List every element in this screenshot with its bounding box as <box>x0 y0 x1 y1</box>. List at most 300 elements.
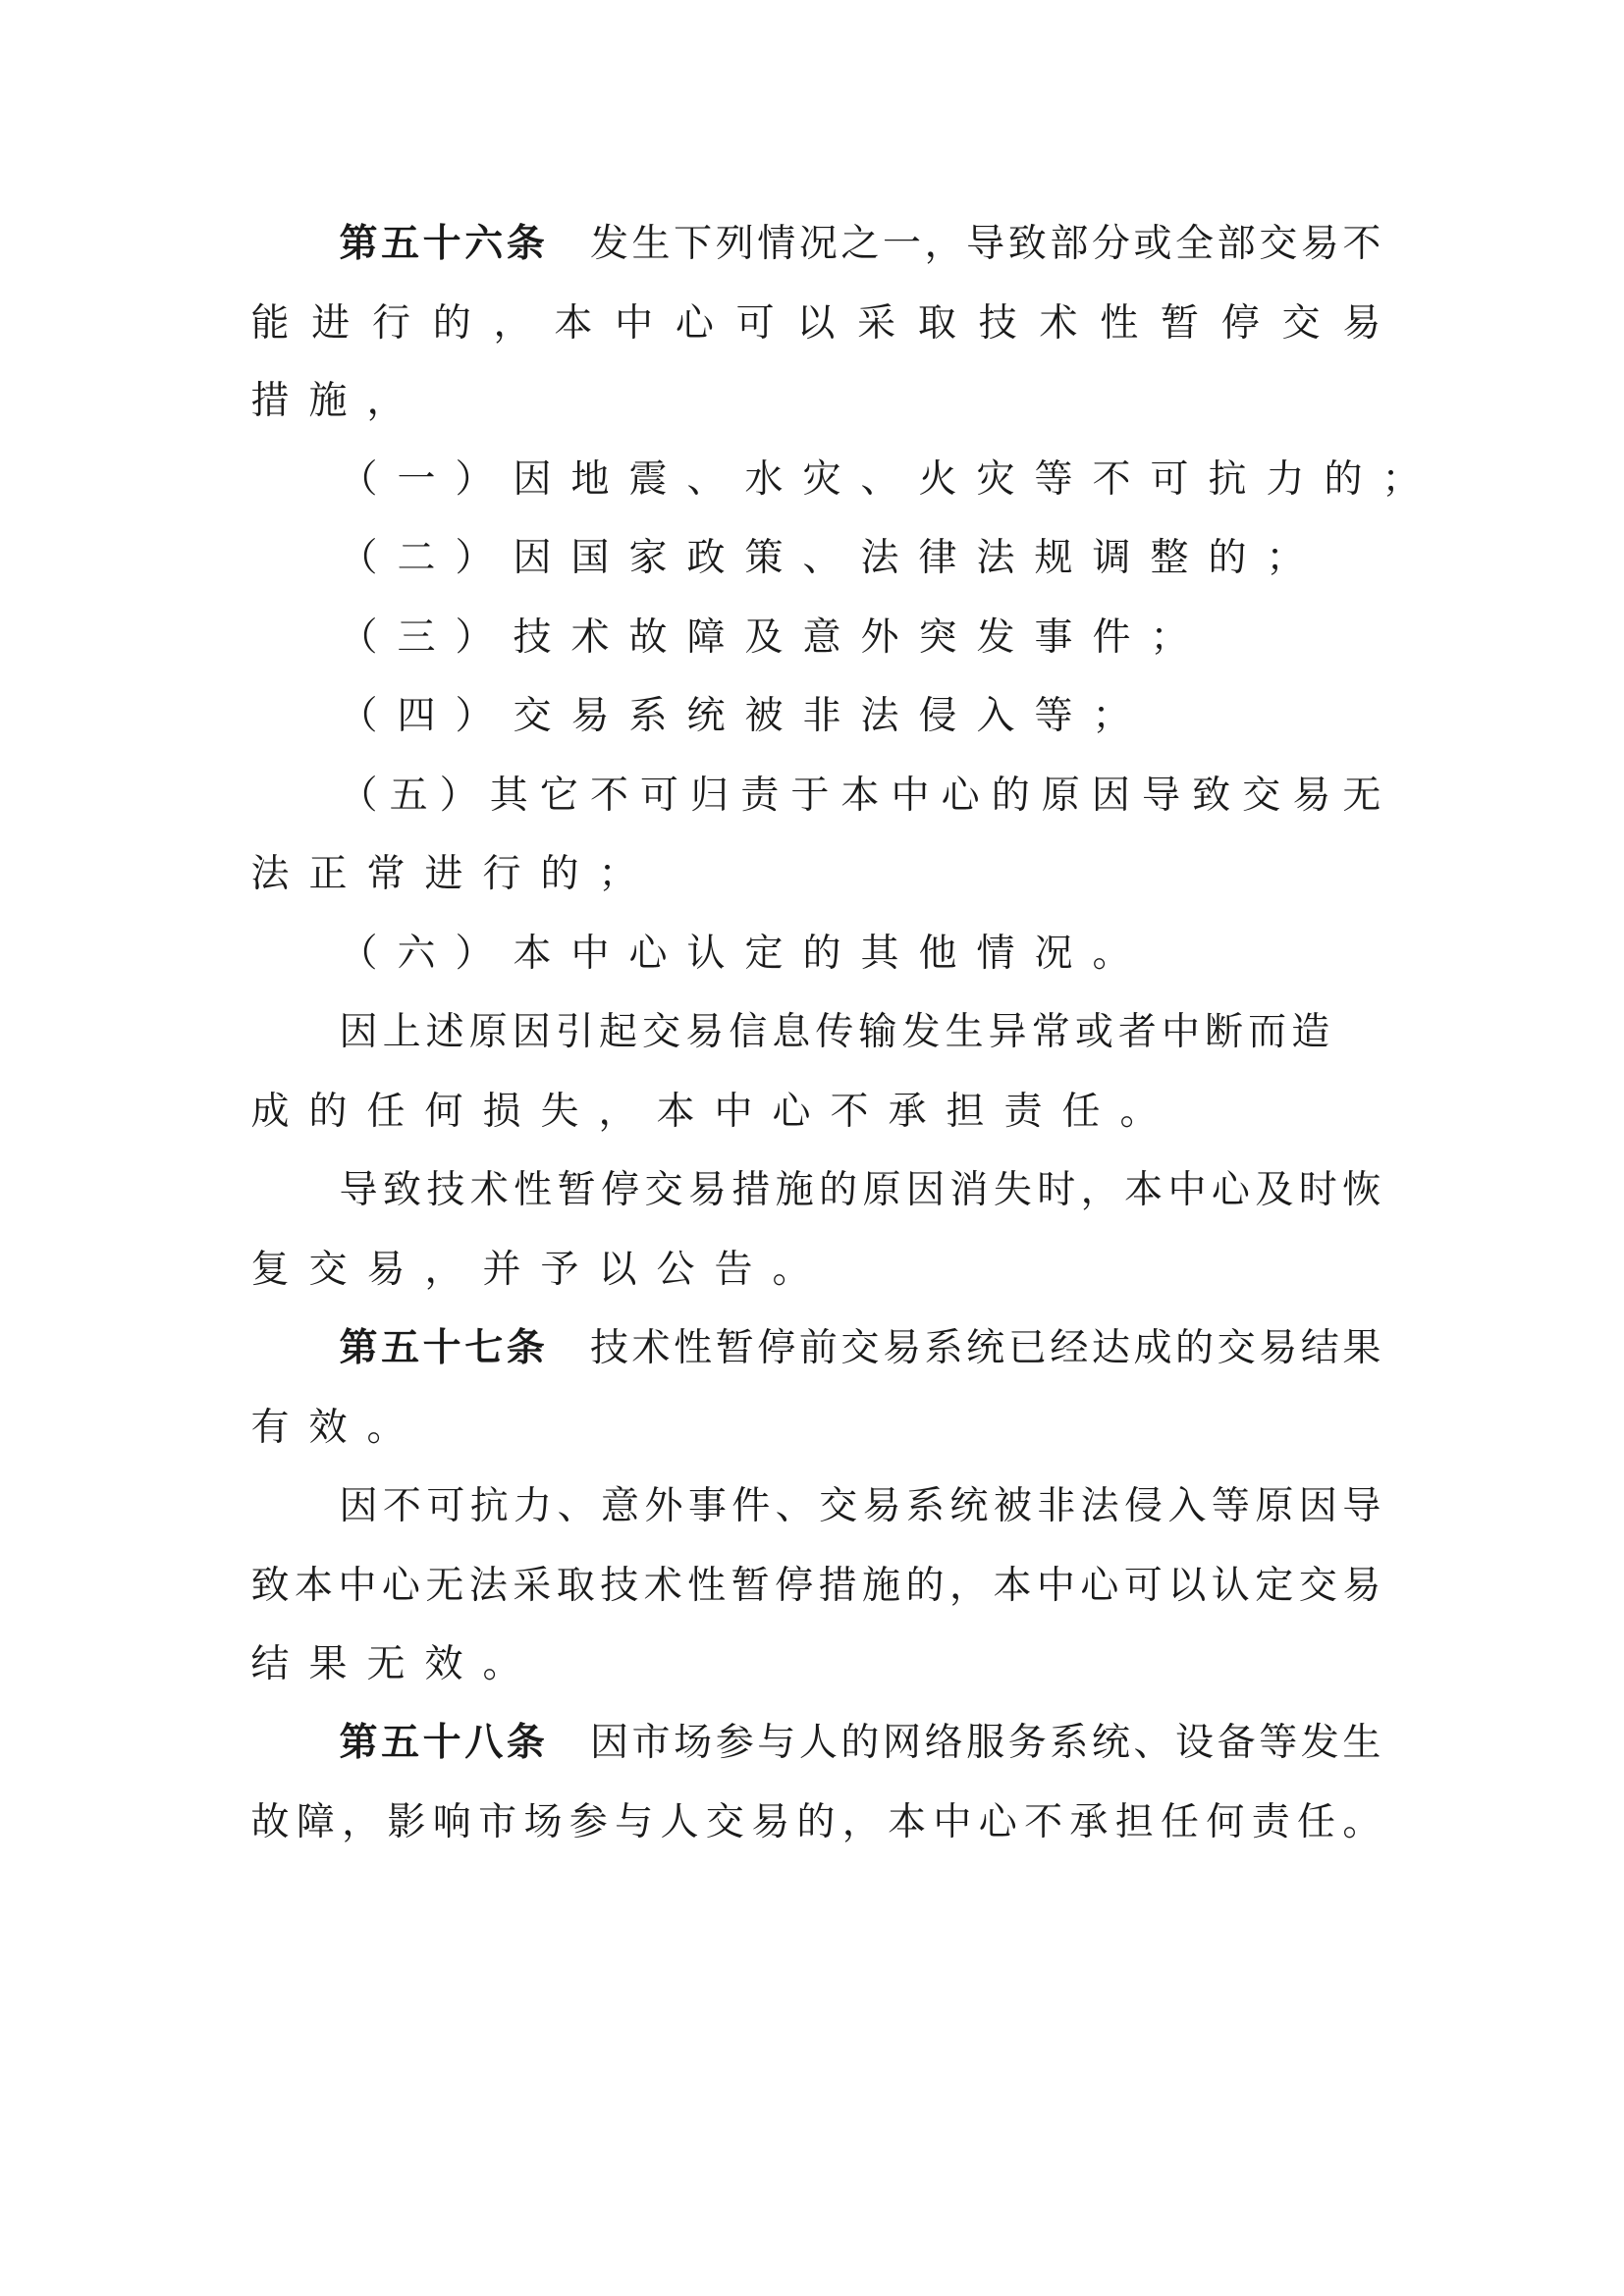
text-char: 经 <box>1050 1326 1089 1370</box>
text-char: 不 <box>1092 457 1131 502</box>
text-char: （ <box>339 774 378 818</box>
text-char: 法 <box>250 852 290 896</box>
text-char: 中 <box>714 1090 753 1134</box>
text-char: 本 <box>513 932 552 976</box>
text-char: 采 <box>513 1564 552 1608</box>
text-char: 一 <box>397 457 436 502</box>
text-char: 力 <box>514 1484 553 1528</box>
text-char: 导 <box>1342 1484 1381 1528</box>
text-char: 的 <box>796 1800 836 1844</box>
text-char: 的 <box>1208 536 1247 580</box>
text-char: 全 <box>1175 222 1215 266</box>
text-char: 术 <box>469 1168 509 1212</box>
text-char: 况 <box>1034 932 1073 976</box>
text-char: 而 <box>1248 1010 1287 1054</box>
text-char: 责 <box>740 774 780 818</box>
text-char: 心 <box>772 1090 811 1134</box>
text-char: 无 <box>1342 774 1381 818</box>
text-char: 参 <box>568 1800 608 1844</box>
text-char: 服 <box>966 1721 1005 1765</box>
article-heading-char: 第 <box>339 1326 378 1370</box>
article-56-line-2 <box>250 300 1381 347</box>
text-char: 正 <box>308 852 348 896</box>
text-char: 异 <box>988 1010 1027 1054</box>
text-char: 入 <box>1167 1484 1207 1528</box>
text-char: （ <box>339 457 378 502</box>
text-char: 进 <box>424 852 463 896</box>
text-char: 本 <box>554 301 593 346</box>
text-char: 心 <box>1211 1168 1250 1212</box>
text-char: 灾 <box>976 457 1015 502</box>
text-char: 前 <box>798 1326 838 1370</box>
text-char: ； <box>598 852 637 896</box>
text-char: 发 <box>901 1010 941 1054</box>
text-char: 情 <box>976 932 1015 976</box>
text-char: 发 <box>976 615 1015 660</box>
text-char: 备 <box>1217 1721 1256 1765</box>
text-char: 述 <box>425 1010 464 1054</box>
text-char: 事 <box>1034 615 1073 660</box>
article-56-line-3 <box>250 378 424 425</box>
article-heading-char: 条 <box>506 1721 545 1765</box>
article-56-item-4 <box>339 693 1150 740</box>
text-char: ； <box>1092 694 1131 738</box>
text-char: 致 <box>382 1168 421 1212</box>
text-char: 、 <box>775 1484 814 1528</box>
text-char: 原 <box>1255 1484 1294 1528</box>
article-56-para-2-line-1 <box>339 1167 1381 1214</box>
article-heading-char: 六 <box>464 222 504 266</box>
article-56-item-3 <box>339 614 1208 662</box>
article-heading-char: 五 <box>381 1721 420 1765</box>
text-char: 术 <box>1039 301 1078 346</box>
text-char: 可 <box>640 774 679 818</box>
text-char: 中 <box>1036 1564 1075 1608</box>
text-char: 心 <box>978 1800 1017 1844</box>
text-char: 突 <box>918 615 957 660</box>
text-char: 暂 <box>1160 301 1199 346</box>
text-char: 息 <box>772 1010 811 1054</box>
text-char: 易 <box>1300 222 1339 266</box>
text-char: 易 <box>685 1010 725 1054</box>
text-char: 法 <box>1080 1484 1119 1528</box>
text-char: 措 <box>818 1564 857 1608</box>
text-char: 灾 <box>802 457 841 502</box>
text-char: 任 <box>366 1090 406 1134</box>
text-char: 易 <box>1259 1326 1298 1370</box>
text-char: 人 <box>798 1721 838 1765</box>
text-char: 结 <box>1300 1326 1339 1370</box>
text-char: 易 <box>570 694 610 738</box>
text-char: 取 <box>917 301 956 346</box>
text-char: ， <box>493 301 532 346</box>
text-char: 二 <box>397 536 436 580</box>
article-57-para-1-line-3 <box>250 1641 540 1688</box>
text-char: 失 <box>993 1168 1032 1212</box>
text-char: 情 <box>757 222 796 266</box>
text-char: 件 <box>1092 615 1131 660</box>
text-char: 统 <box>949 1484 989 1528</box>
text-char: 因 <box>589 1721 628 1765</box>
text-char: 进 <box>311 301 351 346</box>
text-char: 定 <box>1255 1564 1294 1608</box>
text-char: 能 <box>250 301 290 346</box>
text-char: 术 <box>643 1564 682 1608</box>
text-char: 起 <box>598 1010 637 1054</box>
text-char: 以 <box>1167 1564 1207 1608</box>
text-char: 。 <box>1119 1090 1159 1134</box>
text-char: 失 <box>540 1090 579 1134</box>
text-char: 外 <box>644 1484 683 1528</box>
text-char: 交 <box>644 1168 683 1212</box>
text-char: 调 <box>1092 536 1131 580</box>
text-char: 予 <box>540 1248 579 1292</box>
text-char: 其 <box>489 774 528 818</box>
text-char: 法 <box>860 694 899 738</box>
text-char: 性 <box>1100 301 1139 346</box>
text-char: 担 <box>946 1090 985 1134</box>
article-heading-char: 十 <box>422 1326 461 1370</box>
text-char: 无 <box>425 1564 464 1608</box>
text-char: 恢 <box>1342 1168 1381 1212</box>
text-char: 交 <box>642 1010 681 1054</box>
text-char: 取 <box>556 1564 595 1608</box>
text-char: 意 <box>601 1484 640 1528</box>
article-heading-char: 七 <box>464 1326 504 1370</box>
text-char: 告 <box>714 1248 753 1292</box>
article-57-line-1 <box>339 1325 1381 1372</box>
text-char: 外 <box>860 615 899 660</box>
text-char: 施 <box>862 1564 901 1608</box>
text-char: 部 <box>1217 222 1256 266</box>
article-56-item-5-line-2 <box>250 851 656 898</box>
article-heading-char: 条 <box>506 1326 545 1370</box>
text-char: 心 <box>941 774 980 818</box>
text-char: 以 <box>796 301 836 346</box>
text-char: （ <box>339 536 378 580</box>
text-char: 复 <box>250 1248 290 1292</box>
article-heading-char: 第 <box>339 1721 378 1765</box>
text-char: 生 <box>1342 1721 1381 1765</box>
text-char: 术 <box>631 1326 671 1370</box>
text-char: 等 <box>1034 457 1073 502</box>
text-char: 的 <box>991 774 1030 818</box>
article-57-line-2 <box>250 1405 424 1452</box>
text-char: 火 <box>918 457 957 502</box>
article-56-para-1-line-1 <box>339 1009 1330 1056</box>
text-char: ） <box>455 457 494 502</box>
text-char: 侵 <box>1124 1484 1164 1528</box>
text-char: 非 <box>1037 1484 1076 1528</box>
text-char: 于 <box>790 774 830 818</box>
text-char: 故 <box>628 615 668 660</box>
text-char: 引 <box>555 1010 594 1054</box>
text-char: 国 <box>570 536 610 580</box>
text-char: 因 <box>512 1010 551 1054</box>
text-char: 因 <box>513 536 552 580</box>
text-char: 交 <box>1298 1564 1337 1608</box>
text-char: ； <box>1381 457 1421 502</box>
text-char: 震 <box>628 457 668 502</box>
text-char: 的 <box>1324 457 1363 502</box>
text-char: 。 <box>772 1248 811 1292</box>
text-char: 生 <box>631 222 671 266</box>
text-char: 心 <box>1080 1564 1119 1608</box>
text-char: 损 <box>482 1090 521 1134</box>
text-char: ） <box>455 694 494 738</box>
text-char: ） <box>455 932 494 976</box>
text-char: 本 <box>993 1564 1032 1608</box>
text-char: 侵 <box>918 694 957 738</box>
text-char: 任 <box>1297 1800 1336 1844</box>
text-char: 责 <box>1251 1800 1290 1844</box>
text-char: 效 <box>308 1406 348 1450</box>
text-char: 何 <box>1206 1800 1245 1844</box>
text-char: 可 <box>1123 1564 1163 1608</box>
text-char: 中 <box>1161 1010 1200 1054</box>
article-heading-char: 五 <box>381 222 420 266</box>
text-char: 。 <box>366 1406 406 1450</box>
text-char: 等 <box>1034 694 1073 738</box>
text-char: 五 <box>389 774 428 818</box>
text-char: 部 <box>1050 222 1089 266</box>
text-char: 性 <box>514 1168 553 1212</box>
text-char: 技 <box>513 615 552 660</box>
text-char: 障 <box>296 1800 335 1844</box>
text-char: 市 <box>631 1721 671 1765</box>
article-heading-char: 第 <box>339 222 378 266</box>
text-char: 致 <box>1192 774 1231 818</box>
text-char: 因 <box>1298 1484 1337 1528</box>
text-char: 中 <box>933 1800 972 1844</box>
text-char: 果 <box>308 1642 348 1686</box>
text-char: 行 <box>482 852 521 896</box>
text-char: 抗 <box>1208 457 1247 502</box>
text-char: 法 <box>860 536 899 580</box>
text-char: 不 <box>589 774 628 818</box>
text-char: 、 <box>802 536 841 580</box>
text-char: 务 <box>1007 1721 1047 1765</box>
heading-gap <box>548 221 587 268</box>
text-char: 系 <box>905 1484 945 1528</box>
text-char: 与 <box>757 1721 796 1765</box>
text-char: 易 <box>687 1168 727 1212</box>
text-char: 易 <box>751 1800 790 1844</box>
text-char: 场 <box>674 1721 713 1765</box>
text-char: 抗 <box>469 1484 509 1528</box>
text-char: 与 <box>615 1800 654 1844</box>
text-char: 性 <box>674 1326 713 1370</box>
article-57-para-1-line-1 <box>339 1483 1381 1530</box>
article-56-item-6 <box>339 931 1150 978</box>
text-char: 本 <box>1124 1168 1164 1212</box>
text-char: 不 <box>1024 1800 1063 1844</box>
text-char: 及 <box>1255 1168 1294 1212</box>
article-heading-char: 十 <box>422 222 461 266</box>
text-char: 因 <box>339 1484 378 1528</box>
text-char: 。 <box>482 1642 521 1686</box>
text-char: 不 <box>382 1484 421 1528</box>
text-char: 因 <box>339 1010 378 1054</box>
text-char: 或 <box>1074 1010 1113 1054</box>
text-char: 设 <box>1175 1721 1215 1765</box>
text-char: 并 <box>482 1248 521 1292</box>
text-char: 原 <box>1041 774 1080 818</box>
text-char: ， <box>366 379 406 423</box>
text-char: 系 <box>924 1326 963 1370</box>
text-char: 三 <box>397 615 436 660</box>
text-char: 技 <box>978 301 1017 346</box>
article-heading-char: 八 <box>464 1721 504 1765</box>
text-char: 达 <box>1091 1326 1130 1370</box>
text-char: 故 <box>250 1800 290 1844</box>
text-char: 市 <box>478 1800 517 1844</box>
text-char: 易 <box>1342 1564 1381 1608</box>
article-58-line-1 <box>339 1720 1381 1767</box>
text-char: 易 <box>883 1326 922 1370</box>
text-char: 致 <box>1007 222 1047 266</box>
article-heading-char: 条 <box>506 222 545 266</box>
text-char: 已 <box>1007 1326 1047 1370</box>
text-char: 力 <box>1266 457 1305 502</box>
heading-gap <box>548 1720 587 1767</box>
text-char: 法 <box>976 536 1015 580</box>
text-char: （ <box>339 615 378 660</box>
text-char: 成 <box>1133 1326 1172 1370</box>
text-char: 信 <box>729 1010 768 1054</box>
text-char: 系 <box>628 694 668 738</box>
text-char: 意 <box>802 615 841 660</box>
text-char: 认 <box>1211 1564 1250 1608</box>
article-56-para-2-line-2 <box>250 1247 830 1294</box>
text-char: 、 <box>557 1484 596 1528</box>
text-char: 心 <box>628 932 668 976</box>
text-char: 、 <box>860 457 899 502</box>
text-char: 导 <box>966 222 1005 266</box>
text-char: 下 <box>674 222 713 266</box>
article-56-para-1-line-2 <box>250 1089 1177 1136</box>
text-char: 暂 <box>715 1326 754 1370</box>
text-char: 原 <box>468 1010 508 1054</box>
text-char: 效 <box>424 1642 463 1686</box>
text-char: 响 <box>432 1800 471 1844</box>
article-57-para-1-line-2 <box>250 1563 1381 1610</box>
text-char: 本 <box>888 1800 927 1844</box>
text-char: 整 <box>1150 536 1189 580</box>
article-heading-char: 十 <box>422 1721 461 1765</box>
text-char: 因 <box>513 457 552 502</box>
text-char: 四 <box>397 694 436 738</box>
text-char: 断 <box>1205 1010 1244 1054</box>
article-58-line-2 <box>250 1799 1381 1846</box>
text-char: 人 <box>660 1800 699 1844</box>
text-char: ， <box>598 1090 637 1134</box>
text-char: 交 <box>1281 301 1321 346</box>
text-char: 定 <box>744 932 784 976</box>
text-char: 件 <box>731 1484 771 1528</box>
text-char: 中 <box>570 932 610 976</box>
text-char: 、 <box>686 457 726 502</box>
text-char: 常 <box>366 852 406 896</box>
text-char: 心 <box>675 301 714 346</box>
text-char: 法 <box>468 1564 508 1608</box>
text-char: 致 <box>250 1564 290 1608</box>
text-char: 交 <box>308 1248 348 1292</box>
text-char: 规 <box>1034 536 1073 580</box>
text-char: 易 <box>1342 301 1381 346</box>
text-char: 、 <box>1133 1721 1172 1765</box>
text-char: 等 <box>1259 1721 1298 1765</box>
text-char: 任 <box>1161 1800 1200 1844</box>
text-char: 分 <box>1091 222 1130 266</box>
text-char: 不 <box>830 1090 869 1134</box>
text-char: 成 <box>250 1090 290 1134</box>
text-char: 中 <box>891 774 930 818</box>
text-char: 易 <box>862 1484 901 1528</box>
text-char: 。 <box>1342 1800 1381 1844</box>
text-char: ， <box>924 222 963 266</box>
text-char: 技 <box>589 1326 628 1370</box>
text-char: 等 <box>1211 1484 1250 1528</box>
text-char: 时 <box>1298 1168 1337 1212</box>
text-char: 担 <box>1114 1800 1154 1844</box>
text-char: 的 <box>540 852 579 896</box>
text-char: 的 <box>308 1090 348 1134</box>
text-char: 家 <box>628 536 668 580</box>
text-char: 的 <box>802 932 841 976</box>
heading-gap <box>548 1325 587 1372</box>
text-char: 络 <box>924 1721 963 1765</box>
text-char: 责 <box>1003 1090 1043 1134</box>
text-char: 可 <box>426 1484 465 1528</box>
text-char: ， <box>841 1800 881 1844</box>
text-char: 政 <box>686 536 726 580</box>
text-char: 因 <box>1091 774 1130 818</box>
text-char: 不 <box>1342 222 1381 266</box>
text-char: 以 <box>598 1248 637 1292</box>
text-char: 施 <box>775 1168 814 1212</box>
text-char: 律 <box>918 536 957 580</box>
text-char: 措 <box>250 379 290 423</box>
text-char: 施 <box>308 379 348 423</box>
text-char: ； <box>1150 615 1189 660</box>
text-char: 导 <box>339 1168 378 1212</box>
text-char: 被 <box>993 1484 1032 1528</box>
text-char: 认 <box>686 932 726 976</box>
text-char: 参 <box>715 1721 754 1765</box>
text-char: 网 <box>883 1721 922 1765</box>
article-heading-char: 五 <box>381 1326 420 1370</box>
text-char: 公 <box>656 1248 695 1292</box>
text-char: ， <box>342 1800 381 1844</box>
text-char: 交 <box>819 1484 858 1528</box>
text-char: 他 <box>918 932 957 976</box>
text-char: 本 <box>294 1564 333 1608</box>
text-char: 中 <box>615 301 654 346</box>
text-char: 易 <box>1292 774 1331 818</box>
text-char: 六 <box>397 932 436 976</box>
text-char: 交 <box>1217 1326 1256 1370</box>
text-char: ， <box>424 1248 463 1292</box>
text-char: 及 <box>744 615 784 660</box>
text-char: ； <box>1266 536 1305 580</box>
text-char: 况 <box>798 222 838 266</box>
text-char: 生 <box>945 1010 984 1054</box>
text-char: 入 <box>976 694 1015 738</box>
text-char: 其 <box>860 932 899 976</box>
text-char: 有 <box>250 1406 290 1450</box>
text-char: 的 <box>432 301 471 346</box>
